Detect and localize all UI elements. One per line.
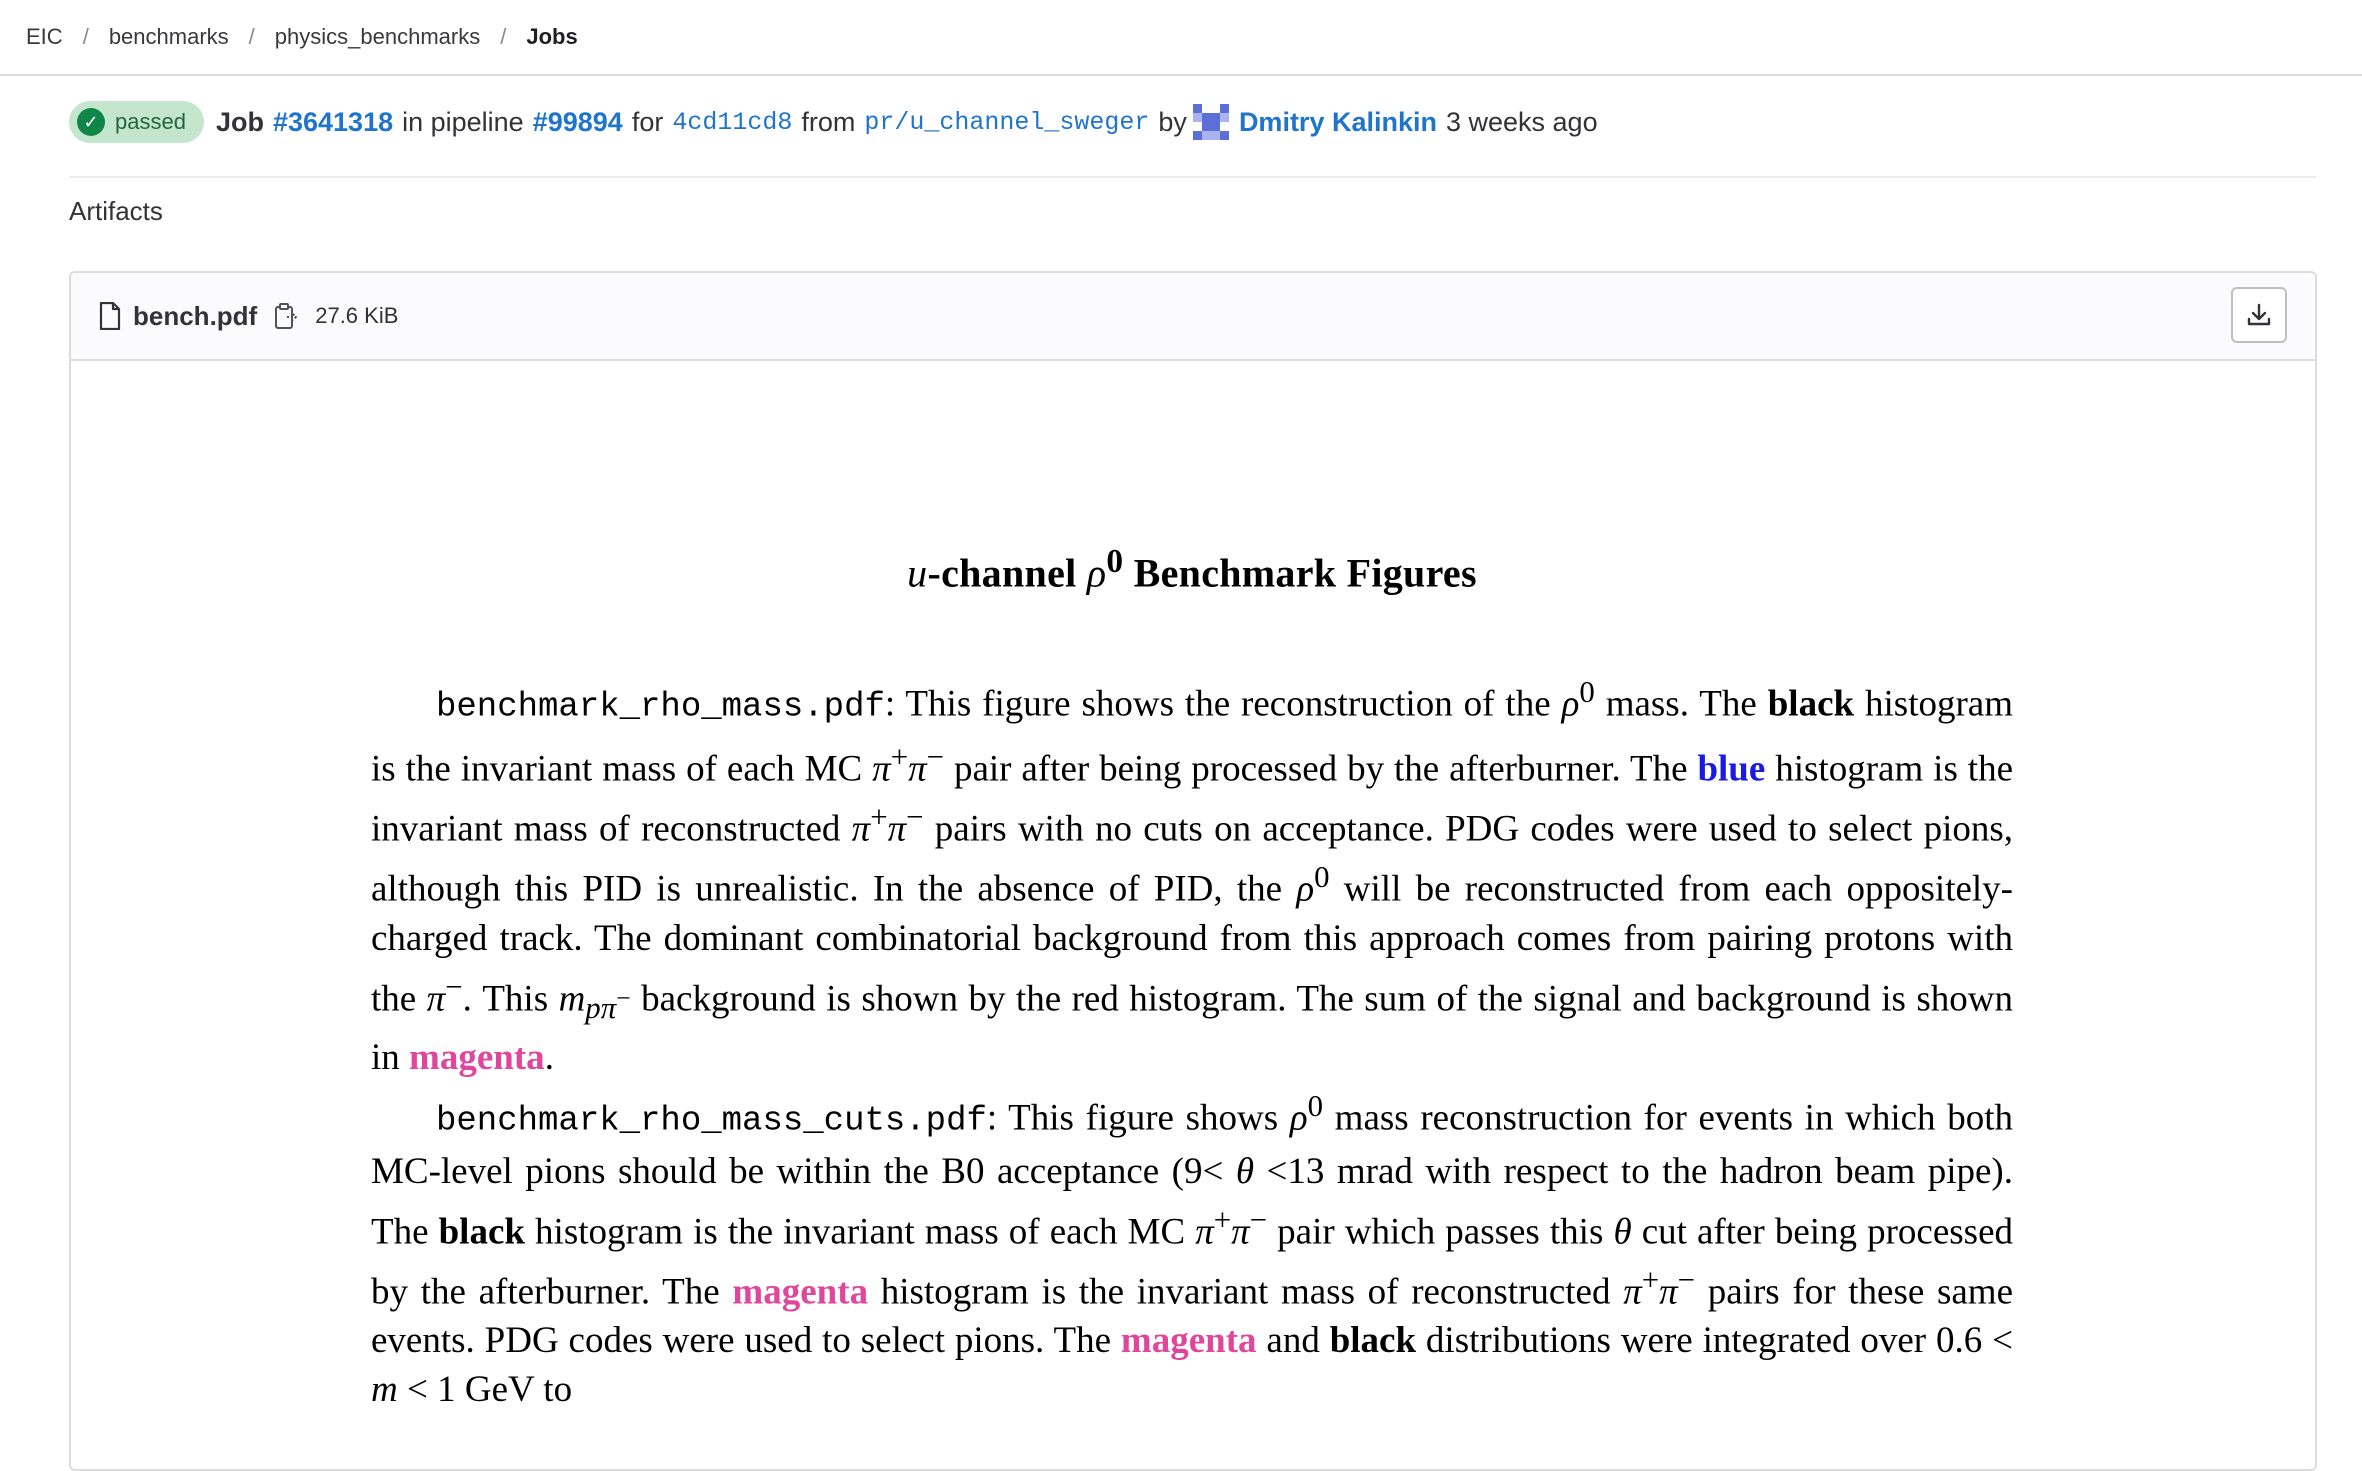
breadcrumb-item-benchmarks[interactable]: benchmarks [108,24,229,49]
job-header [69,100,1598,144]
from-text: from [801,106,856,137]
by-text: by [1158,106,1187,137]
pdf-paragraph-2: benchmark_rho_mass_cuts.pdf: This figure shows $\rho^0$ mass reconstruction for events in which both MC-level pions should be within the B0 acceptance (9< θ <13 mrad with respect to the hadron beam pipe). The black histogram is the invariant mass of each MC π+π− pair which passes this θ cut after being processed by the afterburner. The magenta histogram is the invariant mass of reconstructed π+π− pairs for these same events. PDG codes were used to select pions. The magenta and black distributions were integrated over 0.6 < m < 1 GeV to [371,1089,2014,1411]
breadcrumb-item-eic[interactable]: EIC [26,24,63,49]
status-badge[interactable] [69,101,204,143]
avatar[interactable] [1193,104,1229,140]
pdf-title: u-channel $\rho^0$ Benchmark Figures [907,543,1477,596]
file-name[interactable]: bench.pdf [133,300,258,331]
breadcrumb-item-jobs[interactable]: Jobs [526,24,578,49]
divider [69,176,2316,178]
job-word: Job [215,106,264,137]
breadcrumb-item-physics-benchmarks[interactable]: physics_benchmarks [274,24,481,49]
breadcrumb-separator: / [500,24,507,49]
check-circle-icon: ✓ [77,108,105,136]
download-icon [2246,302,2272,328]
pdf-paragraph-1: benchmark_rho_mass.pdf: This figure shows the reconstruction of the $\rho^0$ mass. The black histogram is the invariant mass of each MC π+π− pair after being processed by the afterburner. The blue histogram is the invariant mass of reconstructed π+π− pairs with no cuts on acceptance. PDG codes were used to select pions, although this PID is unrealistic. In the absence of PID, the $\rho^0$ will be reconstructed from each oppositely-charged track. The dominant combinatorial background from this approach comes from pairing protons with the π−. This $m_{p\pi^-}$ background is shown by the red histogram. The sum of the signal and background is shown in magenta. [371,675,2014,1079]
breadcrumb-separator: / [248,24,255,49]
time-ago: 3 weeks ago [1445,106,1598,137]
job-id-link[interactable]: #3641318 [272,106,394,137]
artifacts-heading: Artifacts [69,196,163,226]
branch-link[interactable]: pr/u_channel_sweger [864,107,1150,137]
pdf-preview [371,543,2013,1414]
for-text: for [631,106,664,137]
author-link[interactable]: Dmitry Kalinkin [1238,106,1437,137]
download-button[interactable] [2231,287,2287,343]
copy-to-clipboard-icon[interactable] [273,302,299,330]
file-icon [99,302,121,330]
breadcrumb-separator: / [82,24,89,49]
file-header [71,273,2315,361]
pipeline-id-link[interactable]: #99894 [532,106,623,137]
file-size: 27.6 KiB [315,303,399,328]
commit-link[interactable]: 4cd11cd8 [672,107,793,137]
artifact-file-card [69,271,2317,1471]
breadcrumb [0,0,2362,76]
status-text: passed [115,109,186,134]
in-pipeline-text: in pipeline [402,106,524,137]
